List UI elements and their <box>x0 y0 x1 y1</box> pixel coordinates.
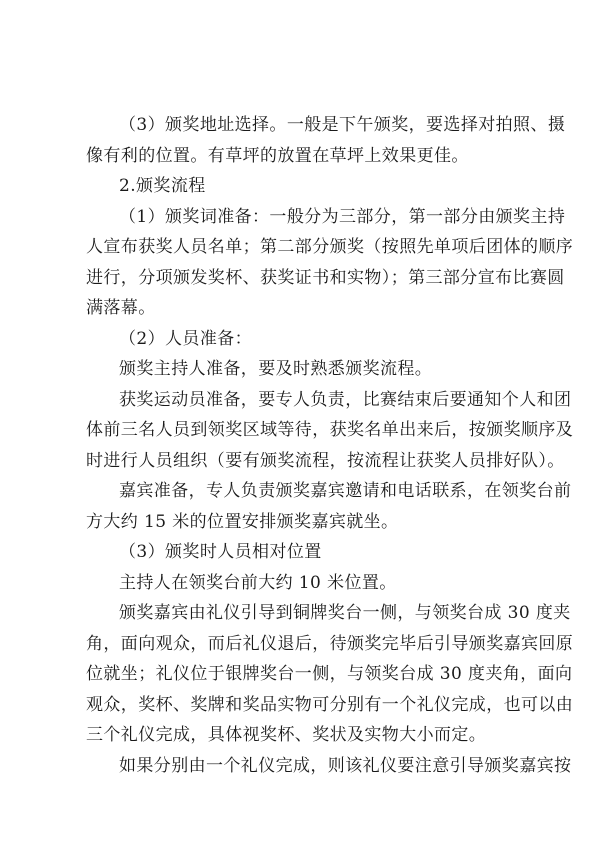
text-line: 时进行人员组织（要有颁奖流程，按流程让获奖人员排好队）。 <box>86 450 565 471</box>
text-line: 观众，奖杯、奖牌和奖品实物可分别有一个礼仪完成，也可以由 <box>86 694 574 715</box>
text-line: 角，面向观众，而后礼仪退后，待颁奖完毕后引导颁奖嘉宾回原 <box>86 633 574 654</box>
text-line: 颁奖嘉宾由礼仪引导到铜牌奖台一侧，与领奖台成 30 度夹 <box>119 603 571 623</box>
text-line: 主持人在领奖台前大约 10 米位置。 <box>119 572 397 593</box>
text-line: （2）人员准备： <box>119 328 253 349</box>
text-line: 满落幕。 <box>86 298 156 318</box>
text-line: 进行，分项颁发奖杯、获奖证书和实物）；第三部分宣布比赛圆 <box>86 267 565 288</box>
text-line: 方大约 15 米的位置安排颁奖嘉宾就坐。 <box>86 511 399 532</box>
text-line: 位就坐；礼仪位于银牌奖台一侧，与领奖台成 30 度夹角，面向 <box>86 664 573 684</box>
text-line: 获奖运动员准备，要专人负责，比赛结束后要通知个人和团 <box>119 389 572 410</box>
text-line: （3）颁奖地址选择。一般是下午颁奖，要选择对拍照、摄 <box>119 115 566 135</box>
text-line: 颁奖主持人准备，要及时熟悉颁奖流程。 <box>119 359 433 379</box>
text-line: （1）颁奖词准备：一般分为三部分，第一部分由颁奖主持 <box>119 206 566 227</box>
text-line: 人宣布获奖人员名单；第二部分颁奖（按照先单项后团体的顺序 <box>86 237 574 257</box>
section-heading: 2.颁奖流程 <box>119 176 206 196</box>
text-line: （3）颁奖时人员相对位置 <box>119 542 322 562</box>
text-line: 体前三名人员到领奖区域等待，获奖名单出来后，按颁奖顺序及 <box>86 420 574 440</box>
text-line: 如果分别由一个礼仪完成，则该礼仪要注意引导颁奖嘉宾按 <box>119 755 572 776</box>
text-line: 三个礼仪完成，具体视奖杯、奖状及实物大小而定。 <box>86 725 487 745</box>
text-line: 嘉宾准备，专人负责颁奖嘉宾邀请和电话联系，在领奖台前 <box>119 481 572 501</box>
text-line: 像有利的位置。有草坪的放置在草坪上效果更佳。 <box>86 145 469 166</box>
